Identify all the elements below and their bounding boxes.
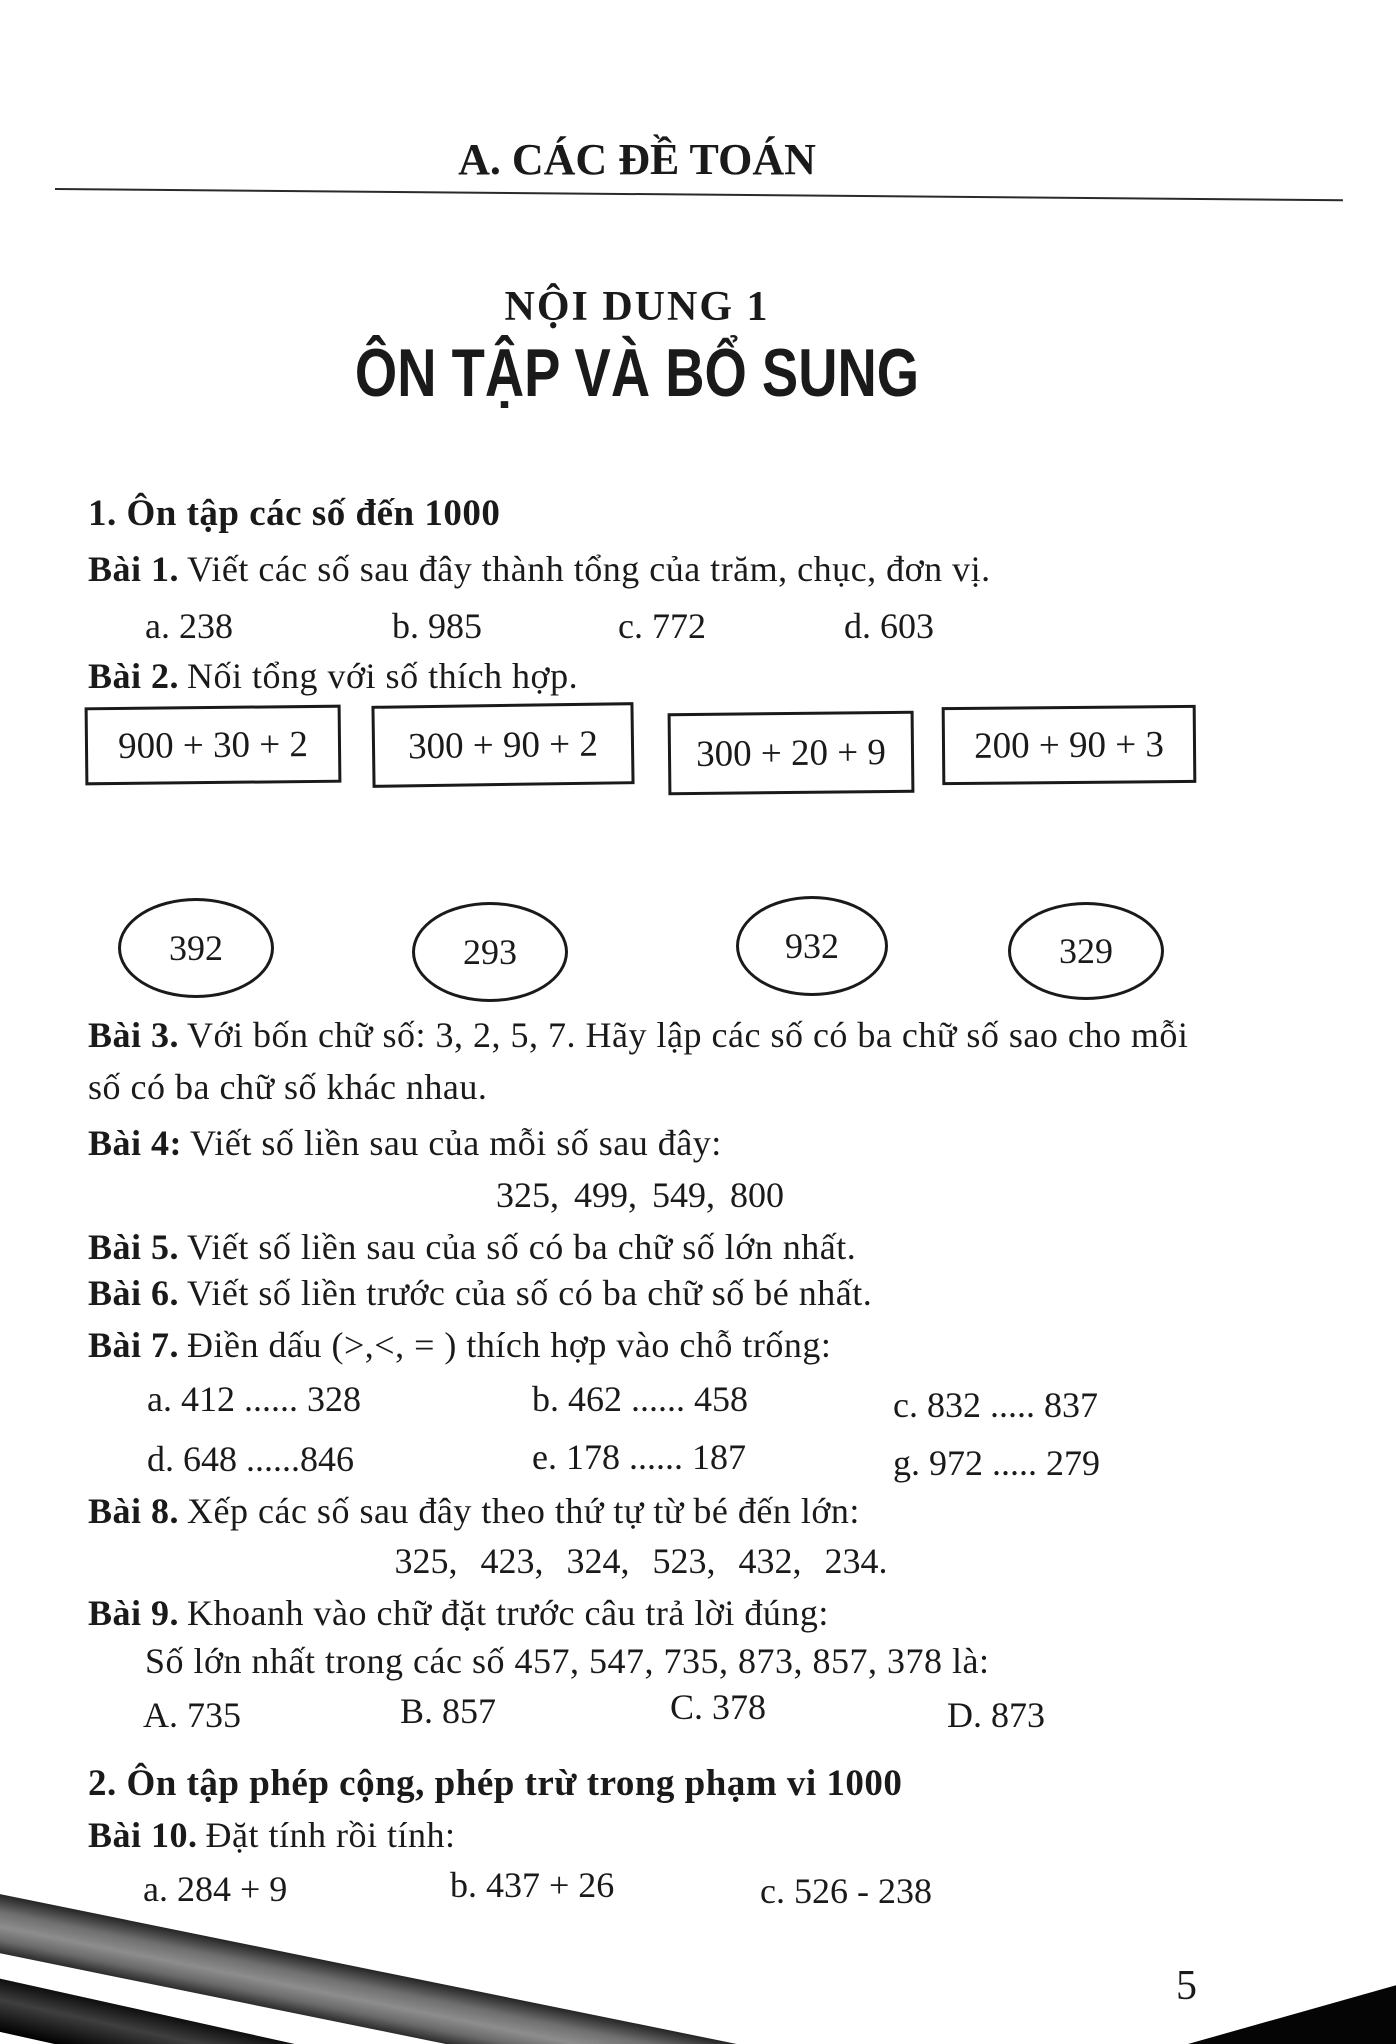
compare-c: c. 832 ..... 837 <box>893 1385 1098 1425</box>
page-header-title: A. CÁC ĐỀ TOÁN <box>458 135 816 184</box>
sum-box-2: 300 + 90 + 2 <box>371 702 634 788</box>
compare-e: e. 178 ...... 187 <box>532 1437 746 1477</box>
exercise-8-label: Bài 8. <box>88 1491 180 1531</box>
exercise-3-label: Bài 3. <box>88 1015 180 1055</box>
compare-d: d. 648 ......846 <box>147 1439 354 1479</box>
option-d: d. 603 <box>844 606 934 646</box>
exercise-4-text: Viết số liền sau của mỗi số sau đây: <box>190 1123 722 1163</box>
compare-g: g. 972 ..... 279 <box>893 1443 1100 1483</box>
compare-a: a. 412 ...... 328 <box>147 1379 361 1419</box>
exercise-3 <box>88 1014 1188 1057</box>
number-oval-2: 293 <box>412 902 568 1002</box>
exercise-10 <box>88 1814 456 1857</box>
answer-d: D. 873 <box>947 1695 1045 1735</box>
number-oval-1: 392 <box>118 898 274 998</box>
page-number: 5 <box>1176 1963 1197 2009</box>
answer-a: A. 735 <box>143 1695 241 1735</box>
exercise-2-label: Bài 2. <box>88 656 180 696</box>
number-oval-3: 932 <box>736 896 888 996</box>
sum-box-1: 900 + 30 + 2 <box>85 705 342 786</box>
exercise-9-text: Khoanh vào chữ đặt trước câu trả lời đúng: <box>187 1593 829 1633</box>
exercise-1-text: Viết các số sau đây thành tổng của trăm, chục, đơn vị. <box>187 549 991 589</box>
exercise-4-label: Bài 4: <box>88 1123 183 1163</box>
exercise-9-label: Bài 9. <box>88 1593 180 1633</box>
exercise-4 <box>88 1122 722 1165</box>
exercise-5-label: Bài 5. <box>88 1227 180 1267</box>
calc-a: a. 284 + 9 <box>143 1869 288 1909</box>
exercise-1 <box>88 548 991 591</box>
sum-box-4: 200 + 90 + 3 <box>942 705 1197 785</box>
exercise-8-numbers: 325, 423, 324, 523, 432, 234. <box>394 1541 888 1581</box>
exercise-7-label: Bài 7. <box>88 1325 180 1365</box>
calc-c: c. 526 - 238 <box>760 1871 932 1911</box>
exercise-8 <box>88 1490 860 1533</box>
exercise-5-text: Viết số liền sau của số có ba chữ số lớn nhất. <box>187 1227 857 1267</box>
exercise-3-text-line1: Với bốn chữ số: 3, 2, 5, 7. Hãy lập các số có ba chữ số sao cho mỗi <box>187 1015 1189 1055</box>
exercise-4-numbers: 325, 499, 549, 800 <box>496 1175 784 1215</box>
exercise-2 <box>88 655 578 698</box>
exercise-6-label: Bài 6. <box>88 1273 180 1313</box>
sum-box-3: 300 + 20 + 9 <box>668 711 915 796</box>
exercise-2-text: Nối tổng với số thích hợp. <box>187 656 579 696</box>
compare-b: b. 462 ...... 458 <box>532 1379 748 1419</box>
option-a: a. 238 <box>145 606 233 646</box>
exercise-3-text-line2: số có ba chữ số khác nhau. <box>88 1067 488 1107</box>
exercise-1-label: Bài 1. <box>88 549 180 589</box>
section-2-title: 2. Ôn tập phép cộng, phép trừ trong phạm vi 1000 <box>88 1763 903 1804</box>
content-kicker: NỘI DUNG 1 <box>504 284 770 330</box>
exercise-7-text: Điền dấu (>,<, = ) thích hợp vào chỗ trống: <box>187 1325 832 1365</box>
exercise-6 <box>88 1272 872 1315</box>
option-b: b. 985 <box>392 606 482 646</box>
exercise-10-text: Đặt tính rồi tính: <box>205 1815 456 1855</box>
exercise-9-question: Số lớn nhất trong các số 457, 547, 735, 873, 857, 378 là: <box>145 1641 990 1681</box>
section-1-title: 1. Ôn tập các số đến 1000 <box>88 493 501 534</box>
header-rule <box>55 188 1343 201</box>
answer-c: C. 378 <box>670 1687 767 1727</box>
option-c: c. 772 <box>618 606 706 646</box>
calc-b: b. 437 + 26 <box>450 1865 615 1905</box>
exercise-10-label: Bài 10. <box>88 1815 198 1855</box>
exercise-8-text: Xếp các số sau đây theo thứ tự từ bé đến lớn: <box>187 1491 860 1531</box>
exercise-7 <box>88 1324 831 1367</box>
exercise-6-text: Viết số liền trước của số có ba chữ số bé nhất. <box>187 1273 873 1313</box>
exercise-9 <box>88 1592 829 1635</box>
corner-triangle <box>1188 1984 1396 2044</box>
answer-b: B. 857 <box>400 1691 497 1731</box>
content-title: ÔN TẬP VÀ BỔ SUNG <box>354 335 920 411</box>
exercise-5 <box>88 1226 856 1269</box>
number-oval-4: 329 <box>1008 902 1164 1000</box>
